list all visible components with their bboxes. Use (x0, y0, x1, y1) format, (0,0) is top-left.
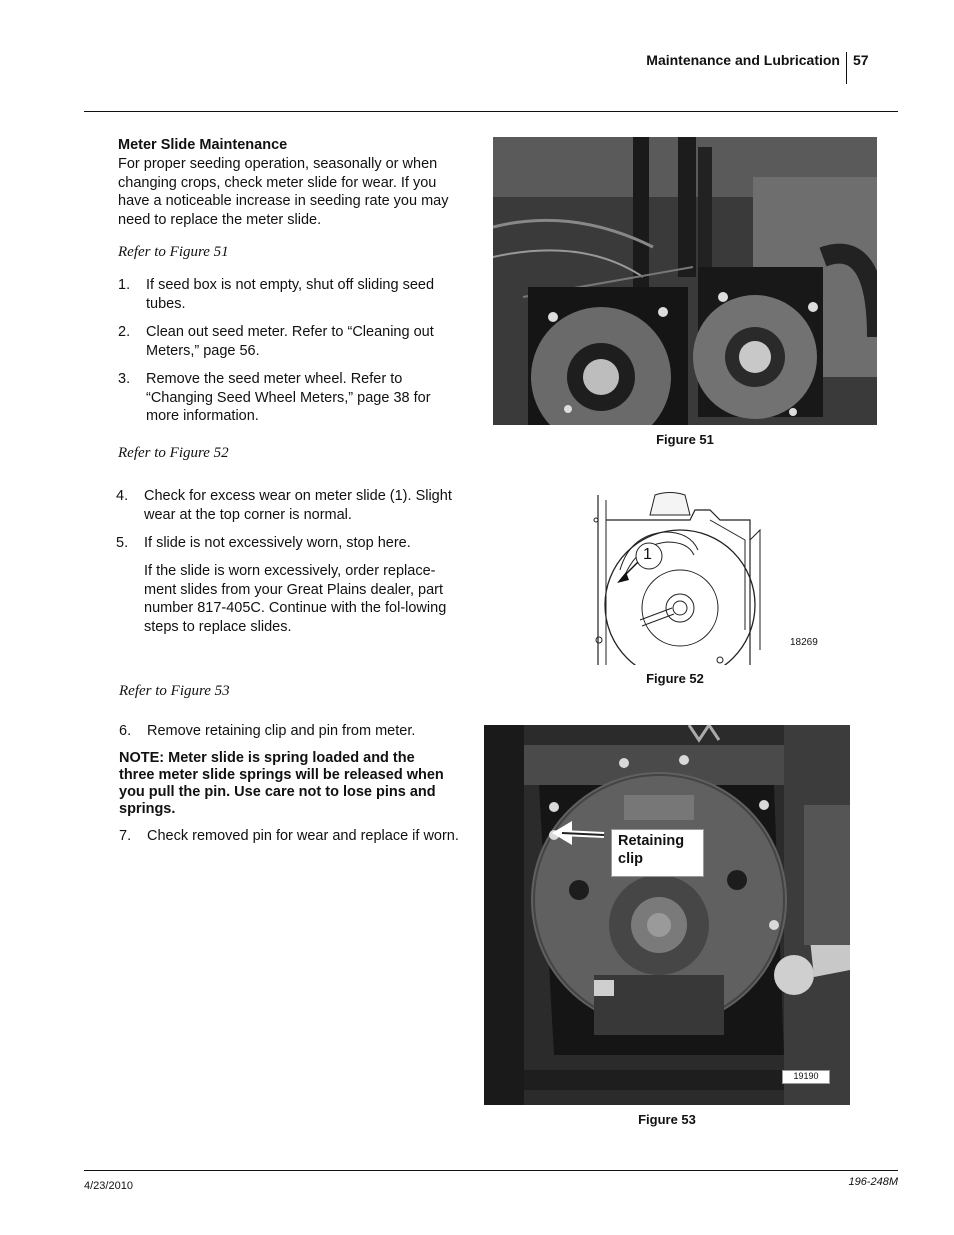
header-separator (846, 52, 847, 84)
step-number: 1. (118, 277, 131, 293)
footer-rule (84, 1170, 898, 1171)
step-text: Remove retaining clip and pin from meter. (147, 723, 416, 739)
callout-1-label: 1 (643, 546, 652, 563)
figure-53-id: 19190 (782, 1070, 830, 1084)
step-text: Check for excess wear on meter slide (1). Slight wear at the top corner is normal. (144, 488, 452, 523)
section-heading: Meter Slide Maintenance (118, 137, 288, 153)
refer-figure-52: Refer to Figure 52 (118, 445, 229, 461)
step-text: Remove the seed meter wheel. Refer to “Changing Seed Wheel Meters,” page 38 for more information. (146, 371, 431, 424)
header-rule (84, 111, 898, 112)
running-header-section: Maintenance and Lubrication (646, 52, 840, 68)
step-text: If slide is not excessively worn, stop here. (144, 535, 411, 551)
footer-doc-number: 196-248M (848, 1176, 898, 1188)
refer-figure-51: Refer to Figure 51 (118, 244, 229, 260)
step-text: If seed box is not empty, shut off sliding seed tubes. (146, 277, 435, 312)
figure-52-caption: Figure 52 (646, 671, 704, 686)
step-number: 2. (118, 324, 131, 340)
figure-53-caption: Figure 53 (638, 1112, 696, 1127)
footer-date: 4/23/2010 (84, 1180, 133, 1192)
page-number: 57 (853, 52, 869, 68)
figure-51-photo (493, 137, 877, 425)
intro-paragraph: For proper seeding operation, seasonally or when changing crops, check meter slide for wear. If you have a noticeable increase in seeding rate you may need to replace the meter slide. (118, 156, 449, 228)
safety-note: NOTE: Meter slide is spring loaded and the three meter slide springs will be released when you pull the pin. Use care not to lose pins and springs. (119, 750, 444, 817)
step-number: 7. (119, 828, 132, 844)
step-5-followup: If the slide is worn excessively, order replace-ment slides from your Great Plains dealer, part number 817-405C. Continue with the fol-lowing steps to replace slides. (144, 563, 447, 635)
step-number: 5. (116, 535, 129, 551)
figure-52-id: 18269 (790, 637, 818, 648)
step-number: 6. (119, 723, 132, 739)
step-text: Check removed pin for wear and replace if worn. (147, 828, 459, 844)
figure-53-photo (484, 725, 850, 1105)
figure-52-drawing (570, 490, 840, 665)
refer-figure-53: Refer to Figure 53 (119, 683, 230, 699)
step-number: 3. (118, 371, 131, 387)
step-text: Clean out seed meter. Refer to “Cleaning out Meters,” page 56. (146, 324, 434, 359)
retaining-clip-callout: Retaining clip (611, 829, 704, 877)
figure-51-caption: Figure 51 (656, 432, 714, 447)
step-number: 4. (116, 488, 129, 504)
